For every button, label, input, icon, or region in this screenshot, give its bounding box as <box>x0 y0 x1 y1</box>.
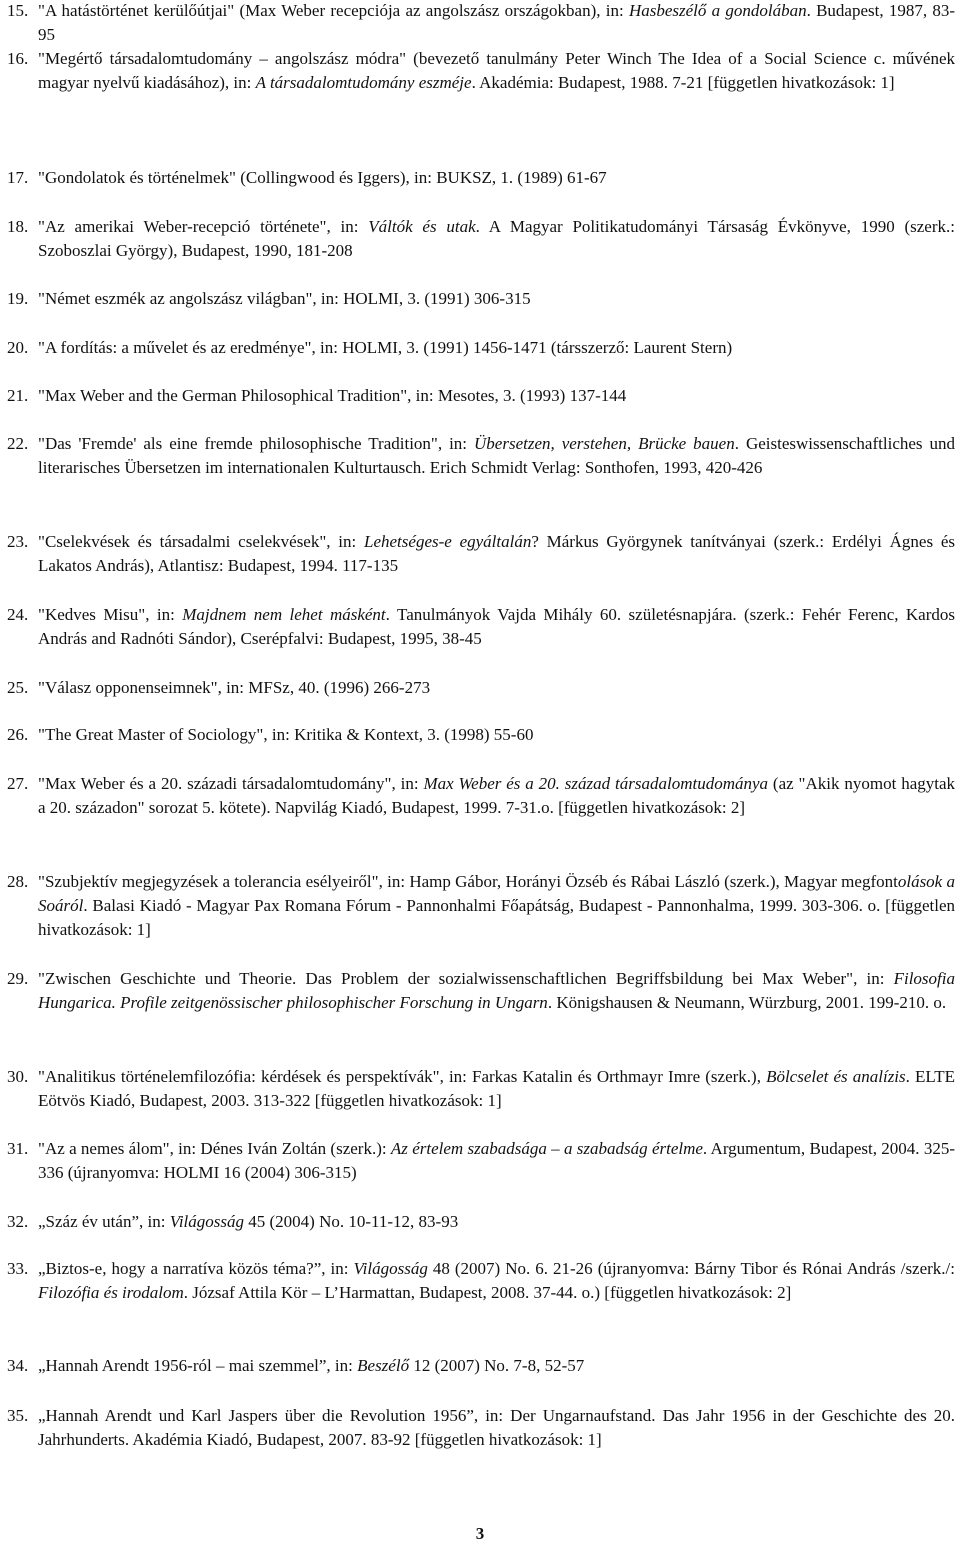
bibliography-entry <box>7 287 955 311</box>
entry-number: 15. <box>7 1 29 20</box>
entry-title-italic: A társadalomtudomány eszméje <box>255 73 472 92</box>
entry-text-segment: „Hannah Arendt und Karl Jaspers über die Revolution 1956”, in: Der Ungarnaufstand. Das Jahr 1956 in der Geschichte des 20. Jahrhunderts. Akadémia Kiadó, Budapest, 2007. 83-92 [független hivatkozások: 1] <box>38 1406 955 1449</box>
bibliography-entry <box>7 384 955 408</box>
entry-text-segment: "Max Weber and the German Philosophical Tradition", in: Mesotes, 3. (1993) 137-144 <box>38 386 627 405</box>
entry-number: 17. <box>7 168 29 187</box>
bibliography-entry <box>7 676 955 700</box>
entry-number: 24. <box>7 605 29 624</box>
entry-text-segment: 48 (2007) No. 6. 21-26 (újranyomva: Bárny Tibor és Rónai András /szerk./: <box>427 1259 956 1278</box>
entry-text-segment: "Az a nemes álom", in: Dénes Iván Zoltán (szerk.): <box>38 1139 391 1158</box>
entry-number: 26. <box>7 725 29 744</box>
entry-number: 31. <box>7 1139 29 1158</box>
entry-text <box>38 967 955 1015</box>
entry-text-segment: "Das 'Fremde' als eine fremde philosophische Tradition", in: <box>38 434 475 453</box>
entry-title-italic: Übersetzen, verstehen, Brücke bauen <box>474 434 735 453</box>
entry-text <box>38 1065 955 1113</box>
entry-text-segment: "Analitikus történelemfilozófia: kérdések és perspektívák", in: Farkas Katalin és Orthmayr Imre (szerk.), <box>38 1067 767 1086</box>
entry-text-segment: "Zwischen Geschichte und Theorie. Das Problem der sozialwissenschaftlichen Begriffsbildung bei Max Weber", in: <box>38 969 894 988</box>
entry-text-segment: . Józsaf Attila Kör – L’Harmattan, Budapest, 2008. 37-44. o.) [független hivatkozások: 2] <box>183 1283 792 1302</box>
entry-text <box>38 215 955 263</box>
entry-text <box>38 723 955 747</box>
bibliography-entry <box>7 1065 955 1113</box>
entry-title-italic: Hasbeszélő a gondolában <box>628 1 807 20</box>
entry-text-segment: "Válasz opponenseimnek", in: MFSz, 40. (1996) 266-273 <box>38 678 431 697</box>
entry-text-segment: "Német eszmék az angolszász világban", in: HOLMI, 3. (1991) 306-315 <box>38 289 531 308</box>
entry-text <box>38 772 955 820</box>
entry-number: 20. <box>7 338 29 357</box>
entry-text <box>38 603 955 651</box>
bibliography-entry <box>7 772 955 820</box>
entry-title-italic: Váltók és utak <box>368 217 476 236</box>
entry-number: 16. <box>7 49 29 68</box>
bibliography-entry <box>7 723 955 747</box>
bibliography-entry <box>7 1354 955 1378</box>
entry-text <box>38 1137 955 1185</box>
bibliography-entry <box>7 1404 955 1452</box>
entry-text-segment: . ELTE Eötvös Kiadó, Budapest, 2003. 313-322 [független hivatkozások: 1] <box>38 1067 955 1110</box>
bibliography-entry <box>7 432 955 480</box>
entry-title-italic: Beszélő <box>357 1356 410 1375</box>
entry-number: 35. <box>7 1406 29 1425</box>
bibliography-entry <box>7 166 955 190</box>
entry-text <box>38 287 955 311</box>
entry-text <box>38 870 955 942</box>
entry-text <box>38 432 955 480</box>
entry-text-segment: 45 (2004) No. 10-11-12, 83-93 <box>244 1212 459 1231</box>
bibliography-entry <box>7 0 955 47</box>
entry-text-segment: „Biztos-e, hogy a narratíva közös téma?”, in: <box>38 1259 354 1278</box>
entry-title-italic: Max Weber és a 20. század társadalomtudománya <box>423 774 769 793</box>
entry-text-segment: . Budapest, 1987, 83-95 <box>38 1 956 44</box>
entry-text-segment: "A hatástörténet kerülőútjai" (Max Weber recepciója az angolszász országokban), in: <box>38 1 629 20</box>
entry-text <box>38 1210 955 1234</box>
page-number: 3 <box>475 1524 485 1543</box>
entry-text-segment: . Tanulmányok Vajda Mihály 60. születésnapjára. (szerk.: Fehér Ferenc, Kardos András and Radnóti Sándor), Cserépfalvi: Budapest, 1995, 38-45 <box>38 605 956 648</box>
bibliography-entry <box>7 870 955 942</box>
bibliography-entry <box>7 530 955 578</box>
entry-text-segment: "A fordítás: a művelet és az eredménye", in: HOLMI, 3. (1991) 1456-1471 (társszerző: Laurent Stern) <box>38 338 733 357</box>
entry-text-segment: "Max Weber és a 20. századi társadalomtudomány", in: <box>38 774 424 793</box>
bibliography-entry <box>7 336 955 360</box>
entry-text-segment: 12 (2007) No. 7-8, 52-57 <box>409 1356 585 1375</box>
entry-title-italic: olások a Soáról <box>38 872 955 915</box>
entry-text-segment: (az "Akik nyomot hagytak a 20. századon" sorozat 5. kötete). Napvilág Kiadó, Budapest, 1999. 7-31.o. [független hivatkozások: 2] <box>38 774 956 817</box>
entry-text <box>38 1404 955 1452</box>
entry-number: 19. <box>7 289 29 308</box>
entry-number: 27. <box>7 774 29 793</box>
entry-text-segment: "Az amerikai Weber-recepció története", in: <box>38 217 369 236</box>
entry-text-segment: . Balasi Kiadó - Magyar Pax Romana Fórum - Pannonhalmi Főapátság, Budapest - Pannonhalma, 1999. 303-306. o. [független hivatkozások: 1] <box>38 896 955 939</box>
entry-number: 33. <box>7 1259 29 1278</box>
entry-title-italic: Majdnem nem lehet másként <box>182 605 386 624</box>
entry-text-segment: . A Magyar Politikatudományi Társaság Évkönyve, 1990 (szerk.: Szoboszlai György), Budapest, 1990, 181-208 <box>38 217 955 260</box>
entry-title-italic: Világosság <box>169 1212 245 1231</box>
entry-text <box>38 530 955 578</box>
entry-text-segment: "Cselekvések és társadalmi cselekvések", in: <box>38 532 365 551</box>
entry-text <box>38 676 955 700</box>
bibliography-entry <box>7 1257 955 1305</box>
entry-number: 23. <box>7 532 29 551</box>
entry-number: 32. <box>7 1212 29 1231</box>
bibliography-entry <box>7 603 955 651</box>
entry-number: 29. <box>7 969 29 988</box>
entry-title-italic: Bölcselet és analízis <box>766 1067 906 1086</box>
entry-text-segment: . Akadémia: Budapest, 1988. 7-21 [független hivatkozások: 1] <box>471 73 895 92</box>
entry-text-segment: "Szubjektív megjegyzések a tolerancia esélyeiről", in: Hamp Gábor, Horányi Özséb és Rábai László (szerk.), Magyar megfont <box>38 872 898 891</box>
bibliography-entry <box>7 215 955 263</box>
entry-text-segment: "Gondolatok és történelmek" (Collingwood és Iggers), in: BUKSZ, 1. (1989) 61-67 <box>38 168 607 187</box>
bibliography-entry <box>7 1210 955 1234</box>
entry-text <box>38 336 955 360</box>
entry-number: 30. <box>7 1067 29 1086</box>
entry-title-italic: Lehetséges-e egyáltalán <box>364 532 532 551</box>
entry-text <box>38 0 955 47</box>
entry-text <box>38 1354 955 1378</box>
entry-number: 28. <box>7 872 29 891</box>
entry-title-italic: Filozófia és irodalom <box>38 1283 184 1302</box>
entry-text-segment: . Geisteswissenschaftliches und literarisches Übersetzen im internationalen Kulturtausch. Erich Schmidt Verlag: Sonthofen, 1993, 420-426 <box>38 434 955 477</box>
entry-text-segment: "The Great Master of Sociology", in: Kritika & Kontext, 3. (1998) 55-60 <box>38 725 534 744</box>
entry-text <box>38 384 955 408</box>
entry-title-italic: Az értelem szabadsága – a szabadság értelme <box>390 1139 703 1158</box>
entry-text-segment: ? Márkus Györgynek tanítványai (szerk.: Erdélyi Ágnes és Lakatos András), Atlantisz: Budapest, 1994. 117-135 <box>38 532 956 575</box>
entry-number: 22. <box>7 434 29 453</box>
bibliography-entry <box>7 1137 955 1185</box>
entry-text <box>38 166 955 190</box>
entry-number: 25. <box>7 678 29 697</box>
entry-title-italic: Filosofia Hungarica. Profile zeitgenössischer philosophischer Forschung in Ungarn <box>38 969 955 1012</box>
entry-number: 34. <box>7 1356 29 1375</box>
entry-text-segment: "Kedves Misu", in: <box>38 605 183 624</box>
entry-number: 18. <box>7 217 29 236</box>
entry-text-segment: . Königshausen & Neumann, Würzburg, 2001. 199-210. o. <box>547 993 947 1012</box>
entry-title-italic: Világosság <box>353 1259 428 1278</box>
entry-text <box>38 47 955 95</box>
entry-text-segment: „Hannah Arendt 1956-ról – mai szemmel”, in: <box>38 1356 358 1375</box>
entry-text-segment: "Megértő társadalomtudomány – angolszász módra" (bevezető tanulmány Peter Winch The Idea of a Social Science c. művének magyar nyelvű kiadásához), in: <box>38 49 955 92</box>
bibliography-entry <box>7 47 955 95</box>
entry-number: 21. <box>7 386 29 405</box>
entry-text-segment: . Argumentum, Budapest, 2004. 325-336 (újranyomva: HOLMI 16 (2004) 306-315) <box>38 1139 956 1182</box>
entry-text-segment: „Száz év után”, in: <box>38 1212 170 1231</box>
bibliography-entry <box>7 967 955 1015</box>
entry-text <box>38 1257 955 1305</box>
